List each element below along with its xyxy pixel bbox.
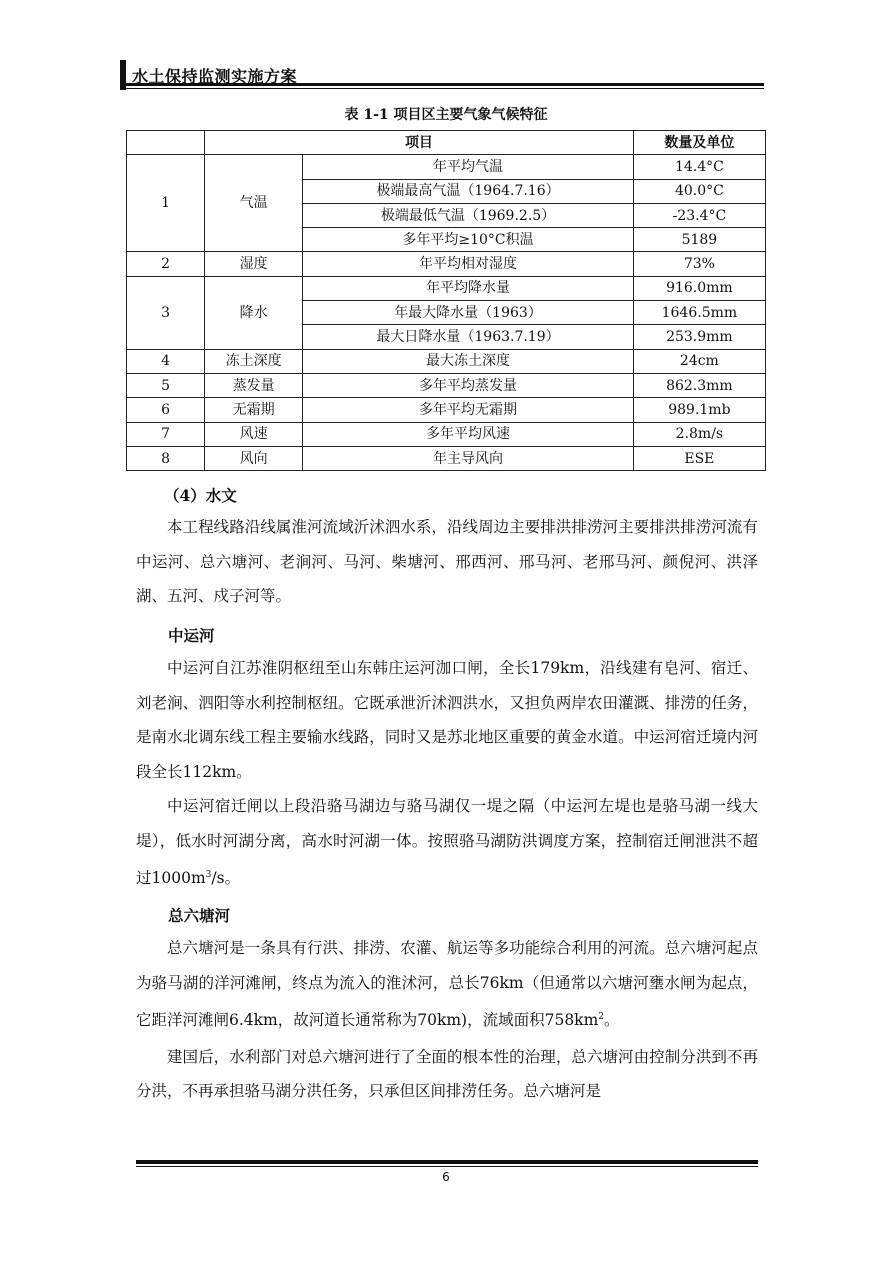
item-cell: 年平均降水量 <box>303 276 634 300</box>
category-cell: 降水 <box>205 276 303 349</box>
row-number-cell: 6 <box>127 398 205 422</box>
item-cell: 多年平均风速 <box>303 422 634 446</box>
category-cell: 无霜期 <box>205 398 303 422</box>
value-cell: 1646.5mm <box>633 301 765 325</box>
hydrology-intro <box>136 510 758 614</box>
page-header <box>120 60 764 90</box>
page-footer-rule <box>136 1160 758 1167</box>
header-title: 水土保持监测实施方案 <box>132 67 298 86</box>
section-heading-hydrology: （4）水文 <box>164 486 237 505</box>
table-header-row <box>127 131 766 155</box>
item-cell: 最大日降水量（1963.7.19） <box>303 325 634 349</box>
value-cell: 253.9mm <box>633 325 765 349</box>
item-cell: 年平均气温 <box>303 155 634 179</box>
header-cell-item: 项目 <box>205 131 634 155</box>
zhongyun-p2-sup: 3 <box>205 870 212 880</box>
item-cell: 年最大降水量（1963） <box>303 301 634 325</box>
row-number-cell: 8 <box>127 446 205 470</box>
climate-table <box>126 130 766 471</box>
table-row <box>127 349 766 373</box>
zongliutang-paragraph-2: 建国后，水利部门对总六塘河进行了全面的根本性的治理，总六塘河由控制分洪到不再分洪，不再承担骆马湖分洪任务，只承但区间排涝任务。总六塘河是 <box>136 1047 758 1101</box>
table-row <box>127 398 766 422</box>
row-number-cell: 5 <box>127 373 205 397</box>
table-row <box>127 252 766 276</box>
row-number-cell: 4 <box>127 349 205 373</box>
footer-rule-thick <box>136 1160 758 1164</box>
table-row <box>127 373 766 397</box>
table-caption: 表 1-1 项目区主要气象气候特征 <box>344 107 548 123</box>
category-cell: 冻土深度 <box>205 349 303 373</box>
value-cell: 862.3mm <box>633 373 765 397</box>
item-cell: 极端最高气温（1964.7.16） <box>303 179 634 203</box>
zongliutang-p1-end: 。 <box>604 1011 620 1030</box>
row-number-cell: 2 <box>127 252 205 276</box>
header-rule-thin <box>126 88 764 89</box>
row-number-cell: 1 <box>127 155 205 252</box>
item-cell: 多年平均无霜期 <box>303 398 634 422</box>
table-row <box>127 155 766 179</box>
value-cell: 24cm <box>633 349 765 373</box>
category-cell: 风速 <box>205 422 303 446</box>
table-row <box>127 422 766 446</box>
value-cell: 5189 <box>633 228 765 252</box>
footer-rule-thin <box>136 1166 758 1167</box>
zhongyun-paragraph-2 <box>136 789 758 896</box>
item-cell: 最大冻土深度 <box>303 349 634 373</box>
zhongyun-p2-end: /s。 <box>211 869 241 888</box>
value-cell: ESE <box>633 446 765 470</box>
table-row <box>127 446 766 470</box>
page-number: 6 <box>442 1170 450 1184</box>
table-body <box>127 155 766 471</box>
table-row <box>127 276 766 300</box>
value-cell: 989.1mb <box>633 398 765 422</box>
heading-zongliutang-river: 总六塘河 <box>168 906 231 925</box>
header-cell-value: 数量及单位 <box>633 131 765 155</box>
heading-zhongyun-river: 中运河 <box>168 626 215 645</box>
zongliutang-p1-sup: 2 <box>598 1012 605 1022</box>
zhongyun-paragraph-1: 中运河自江苏淮阴枢纽至山东韩庄运河泇口闸，全长179km，沿线建有皂河、宿迁、刘老涧、泗阳等水利控制枢纽。它既承泄沂沭泗洪水，又担负两岸农田灌溉、排涝的任务，是南水北调东线工程主要输水线路，同时又是苏北地区重要的黄金水道。中运河宿迁境内河段全长112km。 <box>136 659 758 781</box>
category-cell: 湿度 <box>205 252 303 276</box>
zhongyun-p2-text: 中运河宿迁闸以上段沿骆马湖边与骆马湖仅一堤之隔（中运河左堤也是骆马湖一线大堤），低水时河湖分离，高水时河湖一体。按照骆马湖防洪调度方案，控制宿迁闸泄洪不超过1000m <box>136 797 758 888</box>
value-cell: 14.4°C <box>633 155 765 179</box>
zongliutang-paragraph-1 <box>136 931 758 1038</box>
value-cell: -23.4°C <box>633 203 765 227</box>
item-cell: 极端最低气温（1969.2.5） <box>303 203 634 227</box>
category-cell: 气温 <box>205 155 303 252</box>
header-cell-no <box>127 131 205 155</box>
category-cell: 蒸发量 <box>205 373 303 397</box>
value-cell: 2.8m/s <box>633 422 765 446</box>
item-cell: 多年平均蒸发量 <box>303 373 634 397</box>
header-rule-thick <box>126 83 764 86</box>
item-cell: 多年平均≥10°C积温 <box>303 228 634 252</box>
category-cell: 风向 <box>205 446 303 470</box>
zongliutang-body <box>136 931 758 1109</box>
zongliutang-p1-text: 总六塘河是一条具有行洪、排涝、农灌、航运等多功能综合利用的河流。总六塘河起点为骆马湖的洋河滩闸，终点为流入的淮沭河，总长76km（但通常以六塘河壅水闸为起点，它距洋河滩闸6.4km，故河道长通常称为70km)，流域面积758km <box>136 939 758 1030</box>
item-cell: 年主导风向 <box>303 446 634 470</box>
value-cell: 73% <box>633 252 765 276</box>
row-number-cell: 3 <box>127 276 205 349</box>
value-cell: 40.0°C <box>633 179 765 203</box>
value-cell: 916.0mm <box>633 276 765 300</box>
intro-paragraph: 本工程线路沿线属淮河流域沂沭泗水系，沿线周边主要排洪排涝河主要排洪排涝河流有中运河、总六塘河、老涧河、马河、柴塘河、邢西河、邢马河、老邢马河、颜倪河、洪泽湖、五河、戍子河等。 <box>136 518 758 605</box>
item-cell: 年平均相对湿度 <box>303 252 634 276</box>
zhongyun-body <box>136 651 758 896</box>
row-number-cell: 7 <box>127 422 205 446</box>
